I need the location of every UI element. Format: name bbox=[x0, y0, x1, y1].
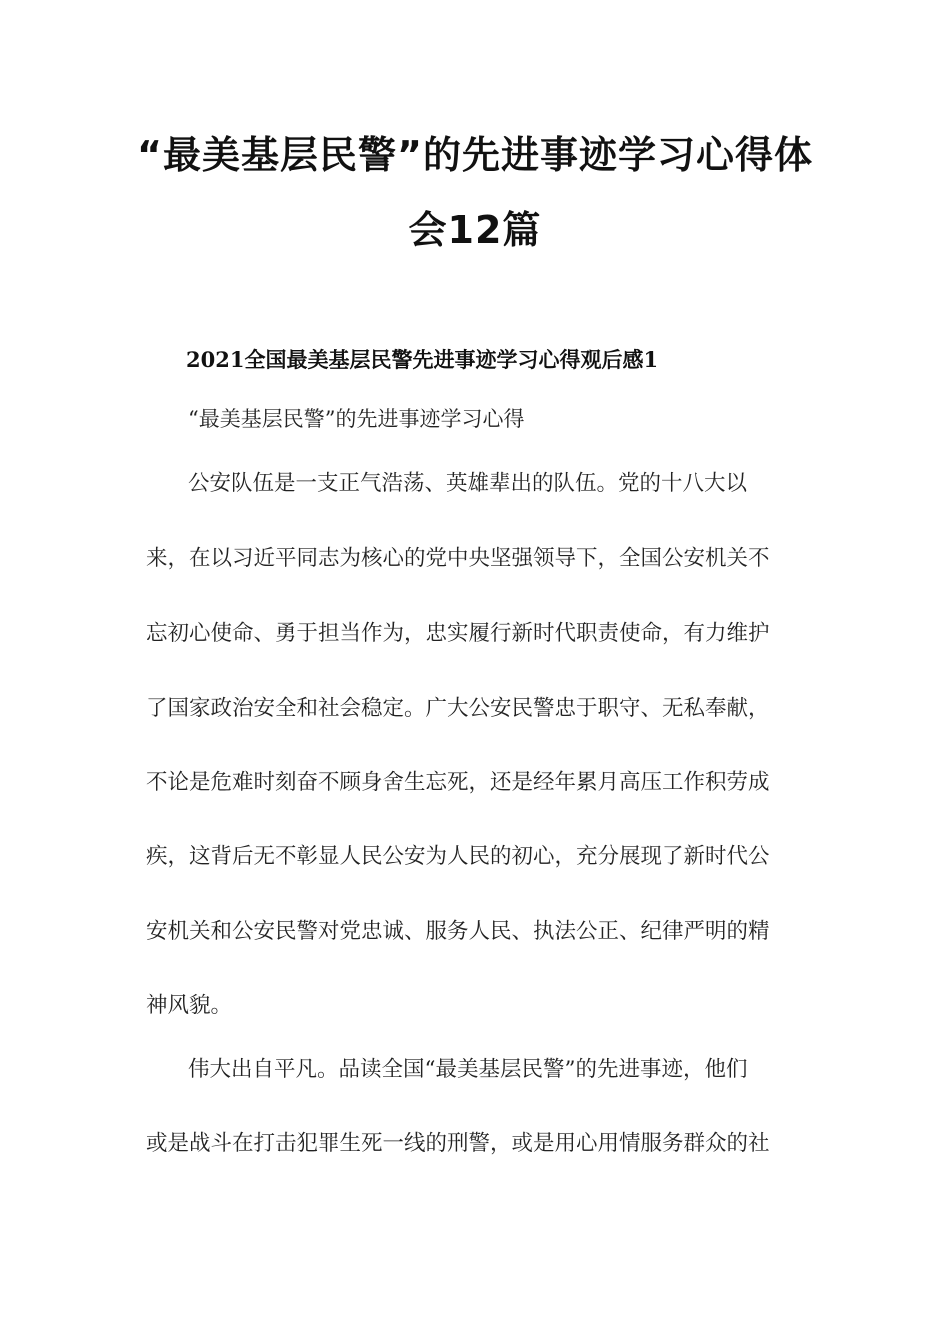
section-heading: 2021全国最美基层民警先进事迹学习心得观后感1 bbox=[186, 347, 659, 372]
paragraph-line: 神风貌。 bbox=[146, 993, 233, 1018]
document-title-line-1: “最美基层民警”的先进事迹学习心得体 bbox=[137, 133, 813, 177]
paragraph-line: 伟大出自平凡。品读全国“最美基层民警”的先进事迹，他们 bbox=[188, 1057, 748, 1082]
article-title: “最美基层民警”的先进事迹学习心得 bbox=[188, 407, 525, 431]
paragraph-line: 安机关和公安民警对党忠诚、服务人民、执法公正、纪律严明的精 bbox=[146, 919, 770, 944]
paragraph-line: 或是战斗在打击犯罪生死一线的刑警，或是用心用情服务群众的社 bbox=[146, 1131, 770, 1156]
document-title-line-2: 会12篇 bbox=[408, 208, 542, 252]
paragraph-line: 疾，这背后无不彰显人民公安为人民的初心，充分展现了新时代公 bbox=[146, 844, 770, 869]
paragraph-line: 忘初心使命、勇于担当作为，忠实履行新时代职责使命，有力维护 bbox=[146, 621, 770, 646]
paragraph-line: 来，在以习近平同志为核心的党中央坚强领导下，全国公安机关不 bbox=[146, 546, 770, 571]
paragraph-line: 公安队伍是一支正气浩荡、英雄辈出的队伍。党的十八大以 bbox=[188, 471, 748, 496]
paragraph-line: 不论是危难时刻奋不顾身舍生忘死，还是经年累月高压工作积劳成 bbox=[146, 770, 770, 795]
paragraph-line: 了国家政治安全和社会稳定。广大公安民警忠于职守、无私奉献， bbox=[146, 696, 770, 721]
